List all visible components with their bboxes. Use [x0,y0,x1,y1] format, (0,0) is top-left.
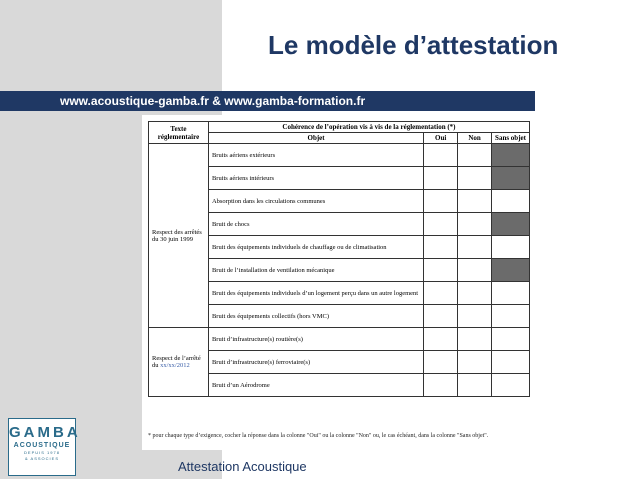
group2-label-date: xx/xx/2012 [160,362,190,369]
header-non: Non [458,133,492,144]
oui-checkbox-cell[interactable] [424,282,458,305]
non-checkbox-cell[interactable] [458,213,492,236]
non-checkbox-cell[interactable] [458,190,492,213]
non-checkbox-cell[interactable] [458,328,492,351]
sans-objet-checkbox-cell[interactable] [492,374,530,397]
logo-line2: & ASSOCIES [24,456,59,461]
objet-cell: Bruit des équipements individuels de chauffage ou de climatisation [208,236,423,259]
attestation-table [148,121,530,397]
non-checkbox-cell[interactable] [458,282,492,305]
table-footnote: * pour chaque type d’exigence, cocher la réponse dans la colonne "Oui" ou la colonne "Non" ou, le cas échéant, dans la colonne "Sans objet". [148,433,489,439]
oui-checkbox-cell[interactable] [424,374,458,397]
oui-checkbox-cell[interactable] [424,167,458,190]
slide-title: Le modèle d’attestation [268,30,559,60]
logo-main-text: GAMBA [9,424,81,441]
objet-cell: Bruits aériens intérieurs [208,167,423,190]
sans-objet-checkbox-cell[interactable] [492,167,530,190]
logo-sub-text: ACOUSTIQUE [13,442,71,449]
logo-line1: DEPUIS 1978 [24,450,60,455]
attestation-document [142,115,534,450]
non-checkbox-cell[interactable] [458,351,492,374]
group2-label [149,328,209,397]
group1-label: Respect des arrêtés du 30 juin 1999 [149,144,209,328]
objet-cell: Bruit de l’installation de ventilation mécanique [208,259,423,282]
header-texte-reglementaire: Texte réglementaire [149,122,209,144]
group1-body [149,144,530,328]
non-checkbox-cell[interactable] [458,236,492,259]
sans-objet-checkbox-cell[interactable] [492,282,530,305]
group2-body [149,328,530,397]
objet-cell: Absorption dans les circulations communes [208,190,423,213]
table-row [149,144,530,167]
header-oui: Oui [424,133,458,144]
oui-checkbox-cell[interactable] [424,259,458,282]
table-row [149,328,530,351]
header-objet: Objet [208,133,423,144]
sans-objet-checkbox-cell[interactable] [492,236,530,259]
gamba-logo [8,418,81,476]
oui-checkbox-cell[interactable] [424,236,458,259]
objet-cell: Bruit d’infrastructure(s) routière(s) [208,328,423,351]
website-banner-text: www.acoustique-gamba.fr & www.gamba-formation.fr [60,94,366,108]
objet-cell: Bruit de chocs [208,213,423,236]
sans-objet-checkbox-cell[interactable] [492,305,530,328]
objet-cell: Bruit d’un Aérodrome [208,374,423,397]
header-coherence: Cohérence de l’opération vis à vis de la réglementation (*) [208,122,529,133]
oui-checkbox-cell[interactable] [424,351,458,374]
oui-checkbox-cell[interactable] [424,213,458,236]
oui-checkbox-cell[interactable] [424,305,458,328]
oui-checkbox-cell[interactable] [424,144,458,167]
sans-objet-checkbox-cell[interactable] [492,144,530,167]
sans-objet-checkbox-cell[interactable] [492,351,530,374]
sans-objet-checkbox-cell[interactable] [492,190,530,213]
oui-checkbox-cell[interactable] [424,190,458,213]
objet-cell: Bruit d’infrastructure(s) ferroviaire(s) [208,351,423,374]
footer-title: Attestation Acoustique [178,459,307,474]
group2-label-prefix: Respect de l’arrêté du [152,355,201,369]
non-checkbox-cell[interactable] [458,167,492,190]
objet-cell: Bruit des équipements collectifs (hors VMC) [208,305,423,328]
sans-objet-checkbox-cell[interactable] [492,213,530,236]
non-checkbox-cell[interactable] [458,144,492,167]
objet-cell: Bruit des équipements individuels d’un logement perçu dans un autre logement [208,282,423,305]
non-checkbox-cell[interactable] [458,305,492,328]
header-sans-objet: Sans objet [492,133,530,144]
oui-checkbox-cell[interactable] [424,328,458,351]
non-checkbox-cell[interactable] [458,259,492,282]
sans-objet-checkbox-cell[interactable] [492,259,530,282]
non-checkbox-cell[interactable] [458,374,492,397]
objet-cell: Bruits aériens extérieurs [208,144,423,167]
sans-objet-checkbox-cell[interactable] [492,328,530,351]
